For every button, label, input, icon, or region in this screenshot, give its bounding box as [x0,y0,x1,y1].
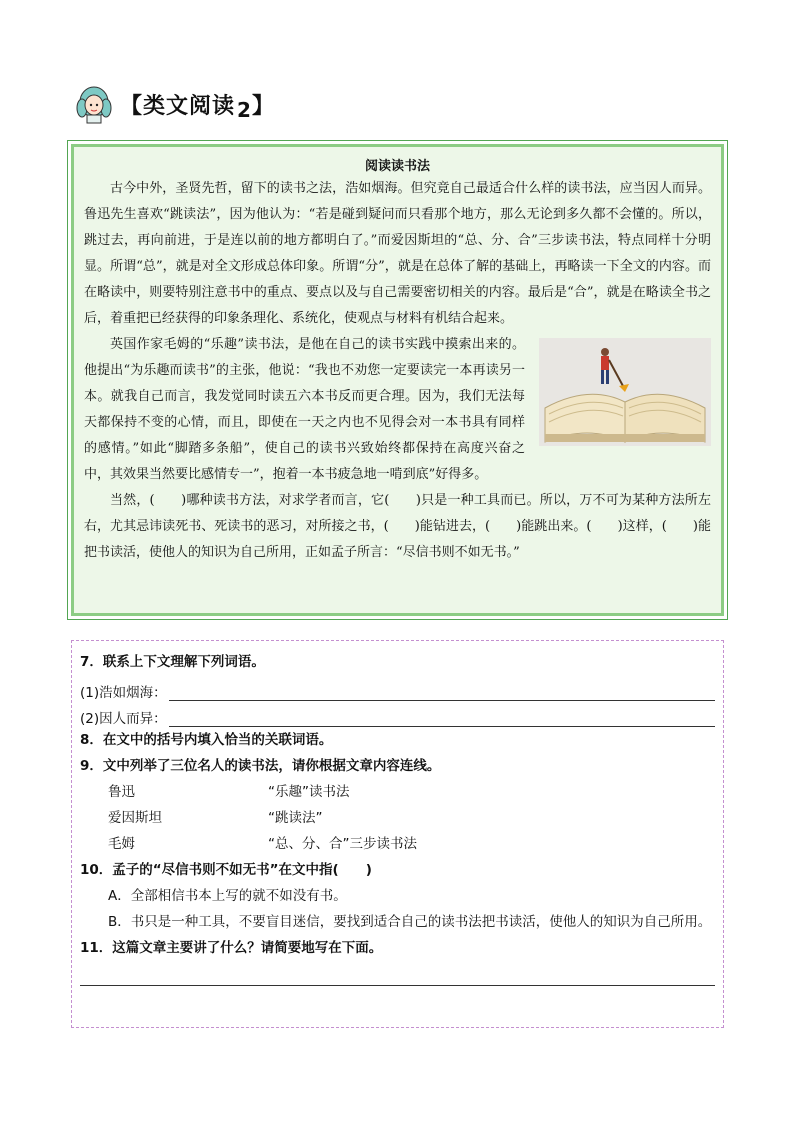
match-right-item[interactable]: “总、分、合”三步读书法 [268,836,417,852]
section-header [74,84,275,124]
match-row [80,805,715,831]
question-7-1-row [80,675,715,701]
answer-line-11[interactable] [80,985,715,986]
match-row [80,779,715,805]
question-7-1-label: (1)浩如烟海： [80,685,167,701]
question-7-2-label: (2)因人而异： [80,711,167,727]
question-7: 7．联系上下文理解下列词语。 [80,654,265,670]
answer-blank-7-1[interactable] [169,686,715,701]
passage-paragraph-2: 英国作家毛姆的“乐趣”读书法，是他在自己的读书实践中摸索出来的。他提出“为乐趣而读书”的主张，他说：“我也不劝您一定要读完一本再读另一本。就我自己而言，我发觉同时读五六本书反而更合理。因为，我们无法每天都保持不变的心情，而且，即使在一天之内也不见得会对一本书具有同样的感情。”如此“脚踏多条船”，使自己的读书兴致始终都保持在高度兴奋之中，其效果当然要比感情专一”，抱着一本书疲急地一啃到底”好得多。 [84,332,711,488]
question-10: 10．孟子的“尽信书则不如无书”在文中指( ) [80,862,372,878]
option-b[interactable]: B．书只是一种工具，不要盲目迷信，要找到适合自己的读书法把书读活，使他人的知识为自己所用。 [108,914,712,930]
answer-blank-7-2[interactable] [169,712,715,727]
book-illustration [539,338,711,446]
reading-passage-box [67,140,728,620]
option-a[interactable]: A．全部相信书本上写的就不如没有书。 [108,888,347,904]
question-7-2-row [80,701,715,727]
question-9: 9．文中列举了三位名人的读书法，请你根据文章内容连线。 [80,758,441,774]
section-title: 【类文阅读 2】 [120,93,275,122]
passage-body [84,176,711,566]
match-left-item[interactable]: 鲁迅 [108,784,135,800]
match-right-item[interactable]: “乐趣”读书法 [268,784,350,800]
passage-paragraph-1: 古今中外，圣贤先哲，留下的读书之法，浩如烟海。但究竟自己最适合什么样的读书法，应当因人而异。鲁迅先生喜欢“跳读法”，因为他认为：“若是碰到疑问而只看那个地方，那么无论到多久都不会懂的。所以，跳过去，再向前进，于是连以前的地方都明白了。”而爱因斯坦的“总、分、合”三步读书法，特点同样十分明显。所谓“总”，就是对全文形成总体印象。所谓“分”，就是在总体了解的基础上，再略读一下全文的内容。而在略读中，则要特别注意书中的重点、要点以及与自己需要密切相关的内容。最后是“合”，就是在略读全书之后，着重把已经获得的印象条理化、系统化，使观点与材料有机结合起来。 [84,181,711,326]
question-8: 8．在文中的括号内填入恰当的关联词语。 [80,732,333,748]
questions-box [71,640,724,1028]
match-left-item[interactable]: 毛姆 [108,836,135,852]
passage-paragraph-3: 当然，( )哪种读书方法，对求学者而言，它( )只是一种工具而已。所以，万不可为某种方法所左右，尤其忌讳读死书、死读书的恶习，对所接之书，( )能钻进去，( )能跳出来。( )这样，( )能把书读活，使他人的知识为自己所用，正如孟子所言：“尽信书则不如无书。” [84,493,711,560]
girl-avatar-icon [74,84,114,124]
match-right-item[interactable]: “跳读法” [268,810,323,826]
match-left-item[interactable]: 爱因斯坦 [108,810,162,826]
question-11: 11．这篇文章主要讲了什么？请简要地写在下面。 [80,940,383,956]
passage-title: 阅读读书法 [364,159,430,174]
match-row [80,831,715,857]
